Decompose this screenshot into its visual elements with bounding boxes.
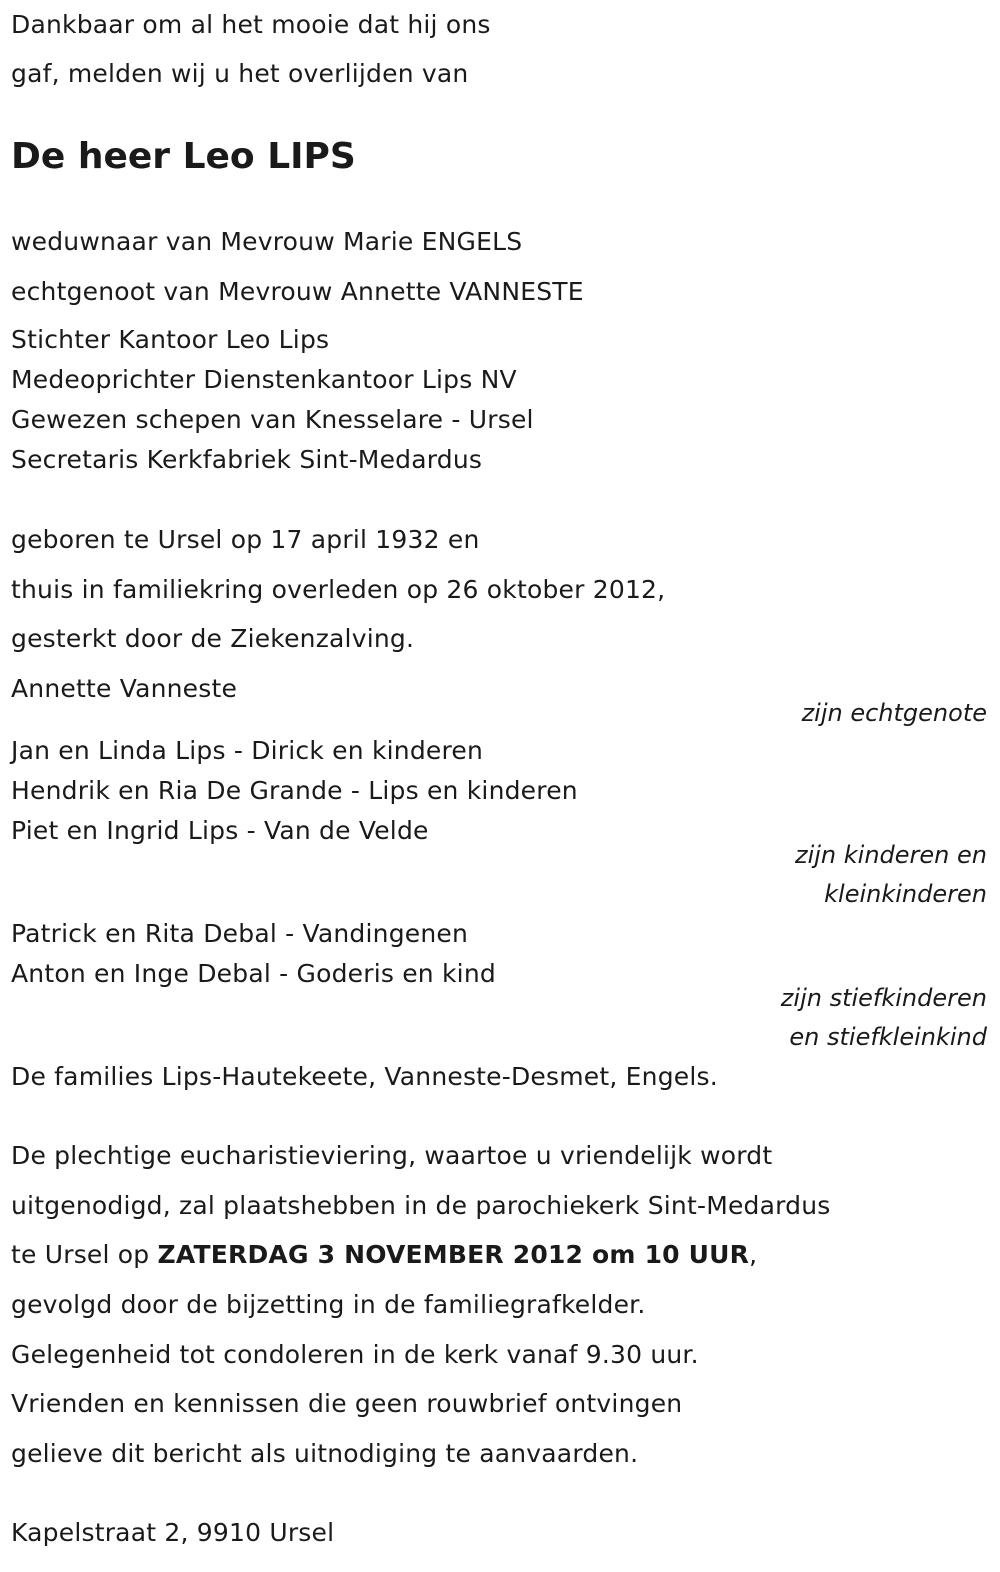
- ceremony-line-3: [11, 1240, 757, 1270]
- title-line-1: weduwnaar van Mevrouw Marie ENGELS: [11, 227, 523, 256]
- child-line-2: Hendrik en Ria De Grande - Lips en kinderen: [11, 776, 578, 805]
- spouse-name: Annette Vanneste: [11, 674, 238, 703]
- title-line-4: Medeoprichter Dienstenkantoor Lips NV: [11, 365, 517, 394]
- families-line: De families Lips-Hautekeete, Vanneste-Desmet, Engels.: [11, 1062, 718, 1091]
- children-relation-line-1: zijn kinderen en: [795, 841, 987, 869]
- intro-line-2: gaf, melden wij u het overlijden van: [11, 59, 469, 88]
- intro-line-1: Dankbaar om al het mooie dat hij ons: [11, 10, 491, 39]
- children-relation-line-2: kleinkinderen: [824, 880, 987, 908]
- title-line-6: Secretaris Kerkfabriek Sint-Medardus: [11, 445, 483, 474]
- ceremony-line-2: uitgenodigd, zal plaatshebben in de parochiekerk Sint-Medardus: [11, 1191, 831, 1220]
- stepchildren-relation-line-1: zijn stiefkinderen: [780, 984, 987, 1012]
- ceremony-date-time: ZATERDAG 3 NOVEMBER 2012 om 10 UUR: [157, 1240, 750, 1269]
- title-line-3: Stichter Kantoor Leo Lips: [11, 325, 330, 354]
- title-line-5: Gewezen schepen van Knesselare - Ursel: [11, 405, 534, 434]
- life-line-3: gesterkt door de Ziekenzalving.: [11, 624, 415, 653]
- stepchild-line-1: Patrick en Rita Debal - Vandingenen: [11, 919, 469, 948]
- life-line-1: geboren te Ursel op 17 april 1932 en: [11, 525, 480, 554]
- deceased-name: De heer Leo LIPS: [11, 136, 356, 177]
- child-line-1: Jan en Linda Lips - Dirick en kinderen: [11, 736, 484, 765]
- spouse-relation: zijn echtgenote: [801, 699, 987, 727]
- stepchildren-relation-line-2: en stiefkleinkind: [789, 1023, 987, 1051]
- ceremony-line-3-suffix: ,: [749, 1240, 758, 1269]
- ceremony-line-6: Vrienden en kennissen die geen rouwbrief ontvingen: [11, 1389, 683, 1418]
- title-line-2: echtgenoot van Mevrouw Annette VANNESTE: [11, 277, 584, 306]
- ceremony-line-4: gevolgd door de bijzetting in de familiegrafkelder.: [11, 1290, 646, 1319]
- child-line-3: Piet en Ingrid Lips - Van de Velde: [11, 816, 429, 845]
- ceremony-line-5: Gelegenheid tot condoleren in de kerk vanaf 9.30 uur.: [11, 1340, 699, 1369]
- life-line-2: thuis in familiekring overleden op 26 oktober 2012,: [11, 575, 666, 604]
- ceremony-line-1: De plechtige eucharistieviering, waartoe u vriendelijk wordt: [11, 1141, 773, 1170]
- address-line: Kapelstraat 2, 9910 Ursel: [11, 1518, 335, 1547]
- ceremony-line-3-prefix: te Ursel op: [11, 1240, 158, 1269]
- stepchild-line-2: Anton en Inge Debal - Goderis en kind: [11, 959, 496, 988]
- ceremony-line-7: gelieve dit bericht als uitnodiging te aanvaarden.: [11, 1439, 639, 1468]
